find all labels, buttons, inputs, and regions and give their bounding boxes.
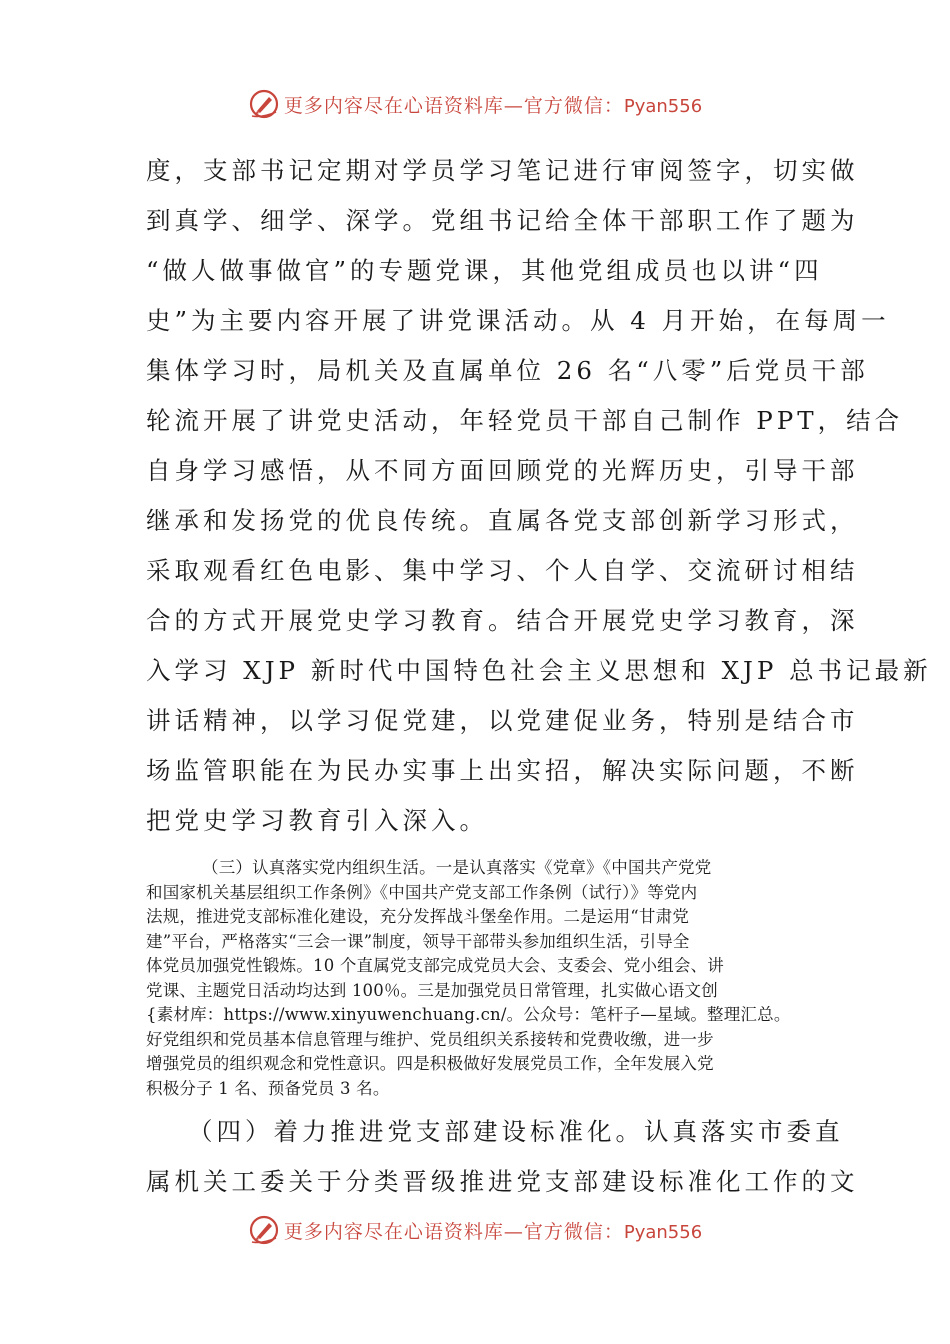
- text-line: 合的方式开展党史学习教育。结合开展党史学习教育，深: [146, 606, 859, 635]
- document-body: [146, 146, 932, 1207]
- text-line: 采取观看红色电影、集中学习、个人自学、交流研讨相结: [146, 556, 859, 585]
- header-banner: [0, 82, 950, 126]
- text-line: {素材库：https://www.xinyuwenchuang.cn/。公众号：笔杆子—星域。整理汇总。: [146, 1005, 791, 1024]
- paragraph-standardization: [146, 1107, 859, 1207]
- text-line: 和国家机关基层组织工作条例》《中国共产党支部工作条例（试行）》等党内: [146, 882, 698, 902]
- text-line: 建”平台，严格落实“三会一课”制度，领导干部带头参加组织生活，引导全: [146, 931, 690, 951]
- section-heading-line: （四）着力推进党支部建设标准化。认真落实市委直: [188, 1117, 844, 1146]
- text-line: 继承和发扬党的优良传统。直属各党支部创新学习形式，: [146, 506, 859, 535]
- paragraph-party-history: [146, 146, 932, 846]
- text-line: 法规，推进党支部标准化建设，充分发挥战斗堡垒作用。二是运用“甘肃党: [146, 907, 690, 926]
- pen-logo-icon: [248, 1214, 280, 1246]
- text-line: 积极分子 1 名、预备党员 3 名。: [146, 1078, 390, 1098]
- text-line: 属机关工委关于分类晋级推进党支部建设标准化工作的文: [146, 1167, 859, 1196]
- text-line: “做人做事做官”的专题党课，其他党组成员也以讲“四: [146, 256, 823, 285]
- paragraph-organization-life: [146, 856, 810, 1101]
- header-banner-text: 更多内容尽在心语资料库—官方微信：Pyan556: [283, 94, 703, 117]
- text-line: 党课、主题党日活动均达到 100％。三是加强党员日常管理，扎实做心语文创: [146, 980, 718, 1000]
- text-line: 把党史学习教育引入深入。: [146, 806, 488, 835]
- text-line: 轮流开展了讲党史活动，年轻党员干部自己制作 PPT，结合: [146, 406, 904, 435]
- text-line: 自身学习感悟，从不同方面回顾党的光辉历史，引导干部: [146, 456, 859, 485]
- text-line: 场监管职能在为民办实事上出实招，解决实际问题，不断: [146, 756, 859, 785]
- pen-logo-icon: [248, 88, 280, 120]
- text-line: 讲话精神，以学习促党建，以党建促业务，特别是结合市: [146, 706, 859, 735]
- text-line: 好党组织和党员基本信息管理与维护、党员组织关系接转和党费收缴，进一步: [146, 1029, 714, 1049]
- text-line: （三）认真落实党内组织生活。一是认真落实《党章》《中国共产党党: [202, 858, 712, 877]
- text-line: 入学习 XJP 新时代中国特色社会主义思想和 XJP 总书记最新: [146, 656, 932, 685]
- text-line: 增强党员的组织观念和党性意识。四是积极做好发展党员工作，全年发展入党: [146, 1054, 714, 1073]
- footer-banner: [0, 1208, 950, 1252]
- text-line: 体党员加强党性锻炼。10 个直属党支部完成党员大会、支委会、党小组会、讲: [146, 956, 724, 975]
- text-line: 集体学习时，局机关及直属单位 26 名“八零”后党员干部: [146, 356, 869, 385]
- text-line: 度，支部书记定期对学员学习笔记进行审阅签字，切实做: [146, 156, 859, 185]
- text-line: 到真学、细学、深学。党组书记给全体干部职工作了题为: [146, 206, 859, 235]
- footer-banner-text: 更多内容尽在心语资料库—官方微信：Pyan556: [283, 1220, 703, 1243]
- text-line: 史”为主要内容开展了讲党课活动。从 4 月开始，在每周一: [146, 306, 890, 335]
